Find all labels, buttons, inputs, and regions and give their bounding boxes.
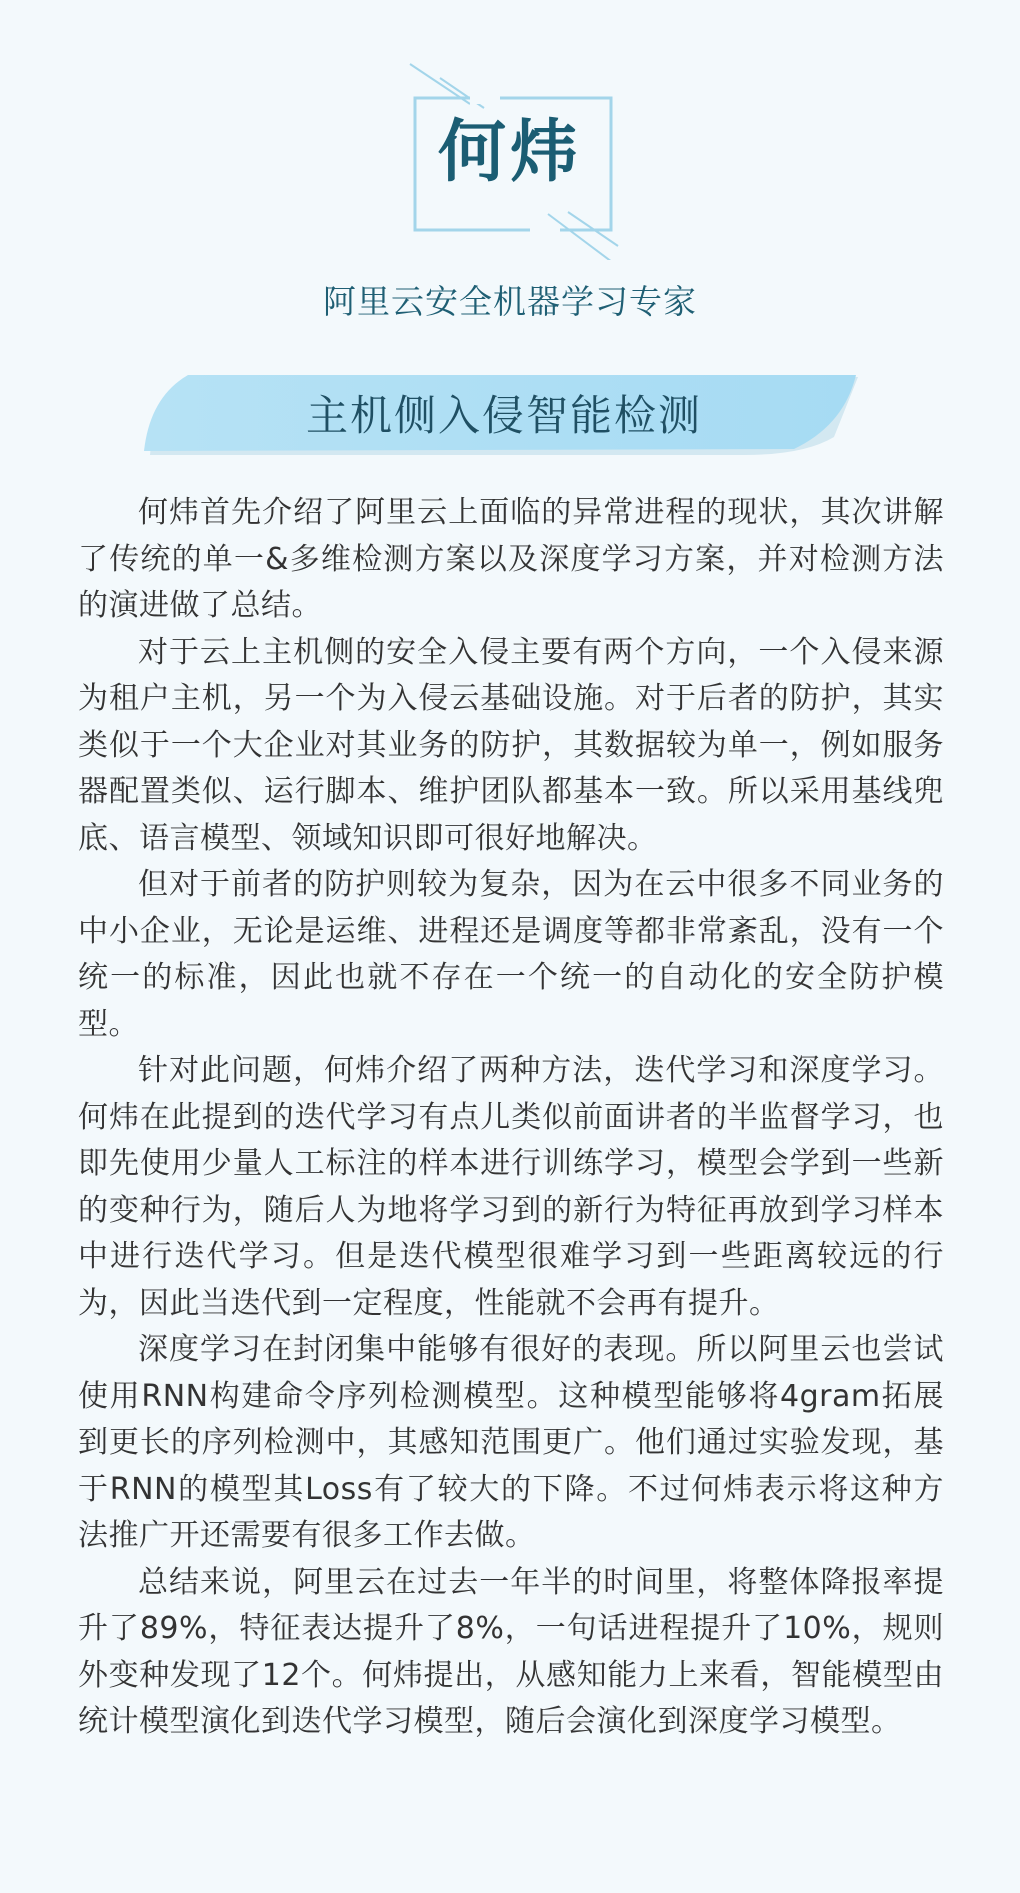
article-body — [78, 490, 944, 1746]
topic-title: 主机侧入侵智能检测 — [305, 391, 702, 440]
paragraph: 深度学习在封闭集中能够有很好的表现。所以阿里云也尝试使用RNN构建命令序列检测模型。这种模型能够将4gram拓展到更长的序列检测中，其感知范围更广。他们通过实验发现，基于RNN的模型其Loss有了较大的下降。不过何炜表示将这种方法推广开还需要有很多工作去做。 — [78, 1332, 944, 1553]
topic-banner — [144, 375, 864, 457]
name-frame — [0, 0, 1020, 260]
paragraph: 对于云上主机侧的安全入侵主要有两个方向，一个入侵来源为租户主机，另一个为入侵云基础设施。对于后者的防护，其实类似于一个大企业对其业务的防护，其数据较为单一，例如服务器配置类似、运行脚本、维护团队都基本一致。所以采用基线兜底、语言模型、领域知识即可很好地解决。 — [78, 634, 944, 856]
paragraph: 何炜首先介绍了阿里云上面临的异常进程的现状，其次讲解了传统的单一&多维检测方案以及深度学习方案，并对检测方法的演进做了总结。 — [78, 495, 944, 623]
paragraph: 针对此问题，何炜介绍了两种方法，迭代学习和深度学习。何炜在此提到的迭代学习有点儿类似前面讲者的半监督学习，也即先使用少量人工标注的样本进行训练学习，模型会学到一些新的变种行为，随后人为地将学习到的新行为特征再放到学习样本中进行迭代学习。但是迭代模型很难学习到一些距离较远的行为，因此当迭代到一定程度，性能就不会再有提升。 — [78, 1053, 944, 1321]
paragraph: 但对于前者的防护则较为复杂，因为在云中很多不同业务的中小企业，无论是运维、进程还是调度等都非常紊乱，没有一个统一的标准，因此也就不存在一个统一的自动化的安全防护模型。 — [78, 867, 944, 1042]
speaker-name: 何炜 — [437, 112, 582, 192]
paragraph: 总结来说，阿里云在过去一年半的时间里，将整体降报率提升了89%，特征表达提升了8%，一句话进程提升了10%，规则外变种发现了12个。何炜提出，从感知能力上来看，智能模型由统计模型演化到迭代学习模型，随后会演化到深度学习模型。 — [78, 1564, 944, 1739]
speaker-title: 阿里云安全机器学习专家 — [323, 282, 697, 321]
